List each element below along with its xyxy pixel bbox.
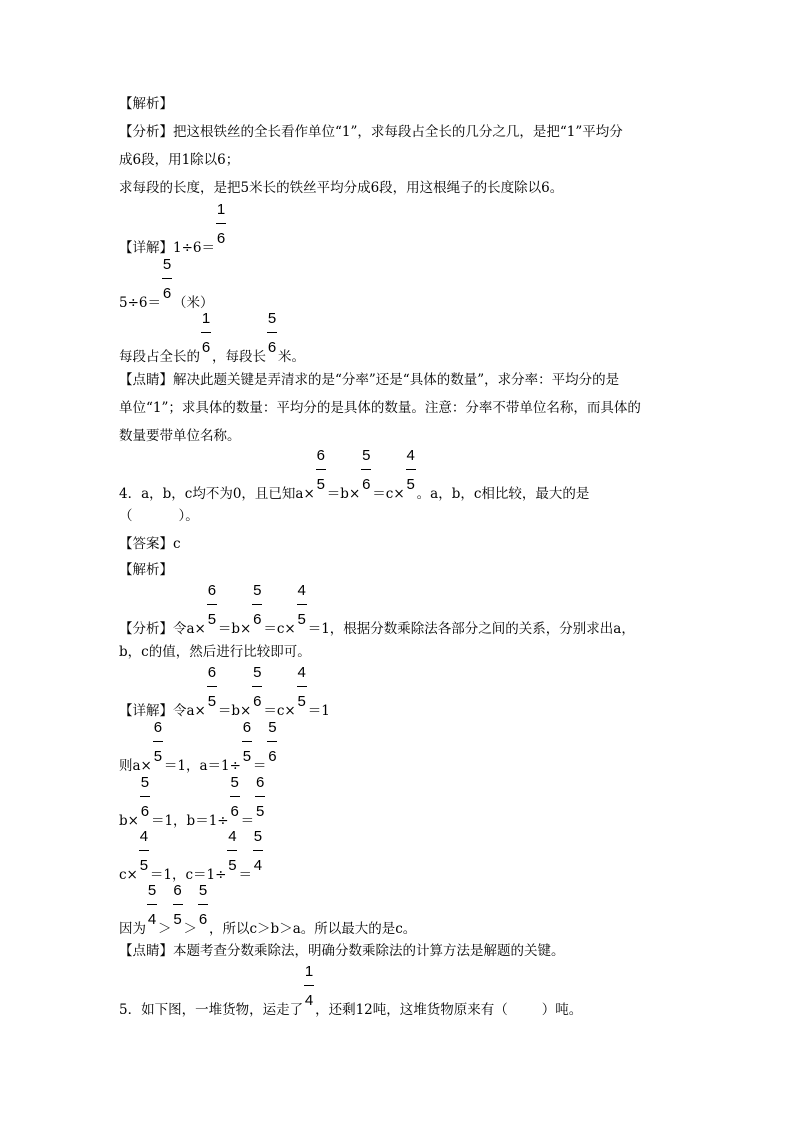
fraction-numerator: 5 bbox=[230, 774, 239, 791]
question-text: ＝c× bbox=[372, 486, 405, 502]
fraction-bar bbox=[252, 604, 262, 605]
fraction bbox=[146, 882, 158, 933]
key-point-text: 【点睛】解决此题关键是弄清求的是“分率”还是“具体的数量”，求分率：平均分的是 bbox=[119, 372, 620, 388]
analysis-text: 【分析】把这根铁丝的全长看作单位“1”，求每段占全长的几分之几，是把“1”平均分 bbox=[119, 124, 623, 140]
fraction-numerator: 5 bbox=[362, 447, 371, 464]
detail-text: ＝1，c＝1÷ bbox=[149, 867, 227, 883]
analysis-text-line bbox=[119, 151, 239, 169]
answer-paren: （ bbox=[119, 508, 133, 524]
detail-text: ＝c× bbox=[263, 703, 296, 719]
fraction-numerator: 5 bbox=[253, 582, 262, 599]
fraction-denominator: 5 bbox=[228, 857, 237, 874]
fraction-bar bbox=[216, 223, 226, 224]
fraction-numerator: 5 bbox=[253, 828, 263, 845]
question-text: ）吨。 bbox=[541, 1002, 583, 1018]
analysis-text: 求每段的长度，是把5米长的铁丝平均分成6段，用这根绳子的长度除以6。 bbox=[119, 180, 564, 196]
key-point-line bbox=[119, 427, 241, 445]
detail-text: 【详解】1÷6＝ bbox=[119, 240, 215, 256]
fraction-denominator: 5 bbox=[406, 476, 415, 493]
analysis-text: b，c的值，然后进行比较即可。 bbox=[119, 644, 311, 660]
fraction-denominator: 5 bbox=[207, 693, 217, 710]
answer-blank-line bbox=[119, 507, 199, 525]
detail-text: ＝ bbox=[238, 867, 252, 883]
analysis-text-line bbox=[119, 123, 623, 141]
fraction-numerator: 6 bbox=[207, 582, 217, 599]
detail-text: ＝b× bbox=[217, 703, 252, 719]
answer-text: 【答案】c bbox=[119, 536, 181, 552]
fraction-bar bbox=[255, 796, 265, 797]
analysis-label: 【解析】 bbox=[119, 562, 173, 578]
fraction bbox=[251, 664, 263, 715]
fraction bbox=[226, 828, 238, 879]
detail-text: b× bbox=[119, 813, 139, 829]
fraction-numerator: 1 bbox=[216, 201, 226, 218]
detail-text: 则a× bbox=[119, 758, 152, 774]
fraction-denominator: 6 bbox=[162, 285, 172, 302]
key-point-text: 【点睛】本题考查分数乘除法，明确分数乘除法的计算方法是解题的关键。 bbox=[119, 943, 565, 959]
fraction-denominator: 6 bbox=[267, 339, 277, 356]
fraction-denominator: 5 bbox=[297, 693, 306, 710]
fraction-denominator: 5 bbox=[242, 748, 252, 765]
detail-text: 因为 bbox=[119, 921, 146, 937]
question-5-line bbox=[119, 963, 583, 1019]
fraction-numerator: 5 bbox=[147, 882, 157, 899]
detail-text: ，所以c＞b＞a。所以最大的是c。 bbox=[209, 921, 417, 937]
detail-text: ＝ bbox=[240, 813, 255, 829]
fraction-bar bbox=[173, 904, 183, 905]
fraction-numerator: 5 bbox=[162, 256, 172, 273]
key-point-text: 数量要带单位名称。 bbox=[119, 428, 241, 444]
fraction bbox=[197, 882, 209, 933]
fraction-denominator: 5 bbox=[173, 911, 182, 928]
fraction bbox=[252, 828, 264, 879]
analysis-text: ＝c× bbox=[263, 621, 296, 637]
fraction bbox=[296, 582, 308, 633]
fraction-denominator: 5 bbox=[153, 748, 163, 765]
analysis-label: 【解析】 bbox=[119, 96, 173, 112]
fraction-denominator: 4 bbox=[304, 992, 314, 1009]
analysis-text-line bbox=[119, 179, 563, 197]
fraction bbox=[139, 774, 151, 825]
fraction bbox=[172, 882, 184, 933]
question-text: 4．a，b，c均不为0，且已知a× bbox=[119, 486, 315, 502]
comparison-line bbox=[119, 882, 417, 938]
fraction bbox=[360, 447, 372, 498]
fraction-denominator: 6 bbox=[362, 476, 371, 493]
detail-text: ＝1，b＝1÷ bbox=[150, 813, 229, 829]
fraction-denominator: 6 bbox=[198, 911, 208, 928]
fraction bbox=[266, 310, 278, 361]
fraction bbox=[200, 310, 212, 361]
detail-text: ＝ bbox=[252, 758, 267, 774]
analysis-heading bbox=[119, 561, 173, 579]
fraction-bar bbox=[140, 796, 150, 797]
analysis-text-line bbox=[119, 582, 635, 638]
question-text: ，还剩12吨，这堆货物原来有（ bbox=[315, 1002, 508, 1018]
fraction bbox=[254, 774, 266, 825]
analysis-text-line bbox=[119, 643, 311, 661]
conclusion-text: ，每段长 bbox=[212, 349, 266, 365]
fraction-numerator: 6 bbox=[207, 664, 217, 681]
solve-c-line bbox=[119, 828, 264, 884]
fraction-denominator: 6 bbox=[230, 803, 239, 820]
question-text: ＝b× bbox=[326, 486, 361, 502]
fraction-bar bbox=[297, 604, 307, 605]
fraction-numerator: 5 bbox=[268, 719, 277, 736]
fraction-numerator: 1 bbox=[304, 963, 314, 980]
fraction-denominator: 5 bbox=[207, 611, 217, 628]
fraction-denominator: 5 bbox=[255, 803, 265, 820]
answer-line bbox=[119, 535, 181, 553]
question-text: 。a，b，c相比较，最大的是 bbox=[416, 486, 590, 502]
detail-text: （米） bbox=[173, 295, 214, 311]
fraction-numerator: 1 bbox=[201, 310, 211, 327]
analysis-text: ＝1，根据分数乘除法各部分之间的关系，分别求出a， bbox=[307, 621, 635, 637]
fraction-numerator: 4 bbox=[139, 828, 149, 845]
fraction-denominator: 6 bbox=[201, 339, 211, 356]
fraction-bar bbox=[207, 686, 217, 687]
analysis-heading bbox=[119, 95, 173, 113]
fraction bbox=[161, 256, 173, 307]
fraction-bar bbox=[304, 985, 314, 986]
fraction-numerator: 4 bbox=[297, 582, 306, 599]
detail-text: ＝1 bbox=[307, 703, 330, 719]
fraction bbox=[405, 447, 417, 498]
fraction-numerator: 6 bbox=[173, 882, 182, 899]
fraction bbox=[138, 828, 150, 879]
fraction-bar bbox=[316, 469, 326, 470]
fraction bbox=[206, 582, 218, 633]
fraction-bar bbox=[201, 332, 211, 333]
fraction bbox=[215, 201, 227, 252]
detail-text: c× bbox=[119, 867, 138, 883]
fraction bbox=[229, 774, 241, 825]
question-text: 5．如下图，一堆货物，运走了 bbox=[119, 1002, 304, 1018]
fraction-numerator: 5 bbox=[267, 310, 277, 327]
key-point-line bbox=[119, 399, 641, 417]
fraction-bar bbox=[361, 469, 371, 470]
conclusion-line bbox=[119, 310, 305, 366]
fraction bbox=[251, 582, 263, 633]
key-point-line bbox=[119, 371, 619, 389]
fraction-numerator: 4 bbox=[406, 447, 415, 464]
fraction-numerator: 6 bbox=[316, 447, 325, 464]
analysis-text: 【分析】令a× bbox=[119, 621, 206, 637]
greater-than-sign: ＞ bbox=[158, 921, 172, 937]
answer-paren: ）。 bbox=[178, 508, 199, 524]
fraction-numerator: 5 bbox=[140, 774, 150, 791]
fraction-numerator: 6 bbox=[255, 774, 265, 791]
fraction-bar bbox=[230, 796, 240, 797]
fraction-denominator: 4 bbox=[147, 911, 157, 928]
fraction-numerator: 6 bbox=[153, 719, 163, 736]
fraction-denominator: 6 bbox=[268, 748, 277, 765]
fraction-denominator: 6 bbox=[253, 693, 262, 710]
question-4-line bbox=[119, 447, 590, 503]
fraction-denominator: 6 bbox=[216, 230, 226, 247]
fraction-numerator: 5 bbox=[253, 664, 262, 681]
fraction-bar bbox=[207, 604, 217, 605]
fraction-denominator: 5 bbox=[316, 476, 325, 493]
fraction-bar bbox=[253, 850, 263, 851]
fraction-bar bbox=[252, 686, 262, 687]
fraction-bar bbox=[162, 278, 172, 279]
fraction bbox=[152, 719, 164, 770]
fraction bbox=[303, 963, 315, 1014]
solve-a-line bbox=[119, 719, 278, 775]
fraction-bar bbox=[139, 850, 149, 851]
fraction-bar bbox=[147, 904, 157, 905]
fraction-bar bbox=[153, 741, 163, 742]
fraction-bar bbox=[227, 850, 237, 851]
fraction bbox=[315, 447, 327, 498]
fraction-numerator: 4 bbox=[228, 828, 237, 845]
fraction-denominator: 4 bbox=[253, 857, 263, 874]
fraction-denominator: 5 bbox=[297, 611, 306, 628]
fraction-bar bbox=[267, 741, 277, 742]
detail-line bbox=[119, 664, 330, 720]
fraction-numerator: 5 bbox=[198, 882, 208, 899]
solve-b-line bbox=[119, 774, 266, 830]
analysis-text: 成6段，用1除以6； bbox=[119, 152, 240, 168]
key-point-line bbox=[119, 942, 565, 960]
detail-text: 5÷6＝ bbox=[119, 295, 161, 311]
fraction-denominator: 6 bbox=[140, 803, 150, 820]
fraction-bar bbox=[267, 332, 277, 333]
detail-text: ＝1，a＝1÷ bbox=[163, 758, 241, 774]
analysis-text: ＝b× bbox=[217, 621, 252, 637]
fraction-bar bbox=[198, 904, 208, 905]
fraction-bar bbox=[297, 686, 307, 687]
detail-line bbox=[119, 201, 227, 257]
fraction-denominator: 6 bbox=[253, 611, 262, 628]
conclusion-text: 米。 bbox=[278, 349, 305, 365]
fraction bbox=[241, 719, 253, 770]
greater-than-sign: ＞ bbox=[183, 921, 197, 937]
fraction bbox=[206, 664, 218, 715]
detail-line bbox=[119, 256, 214, 312]
fraction-numerator: 6 bbox=[242, 719, 252, 736]
fraction bbox=[296, 664, 308, 715]
fraction-denominator: 5 bbox=[139, 857, 149, 874]
fraction-numerator: 4 bbox=[297, 664, 306, 681]
detail-text: 【详解】令a× bbox=[119, 703, 206, 719]
key-point-text: 单位“1”；求具体的数量：平均分的是具体的数量。注意：分率不带单位名称，而具体的 bbox=[119, 400, 641, 416]
conclusion-text: 每段占全长的 bbox=[119, 349, 200, 365]
fraction-bar bbox=[406, 469, 416, 470]
fraction-bar bbox=[242, 741, 252, 742]
fraction bbox=[266, 719, 278, 770]
